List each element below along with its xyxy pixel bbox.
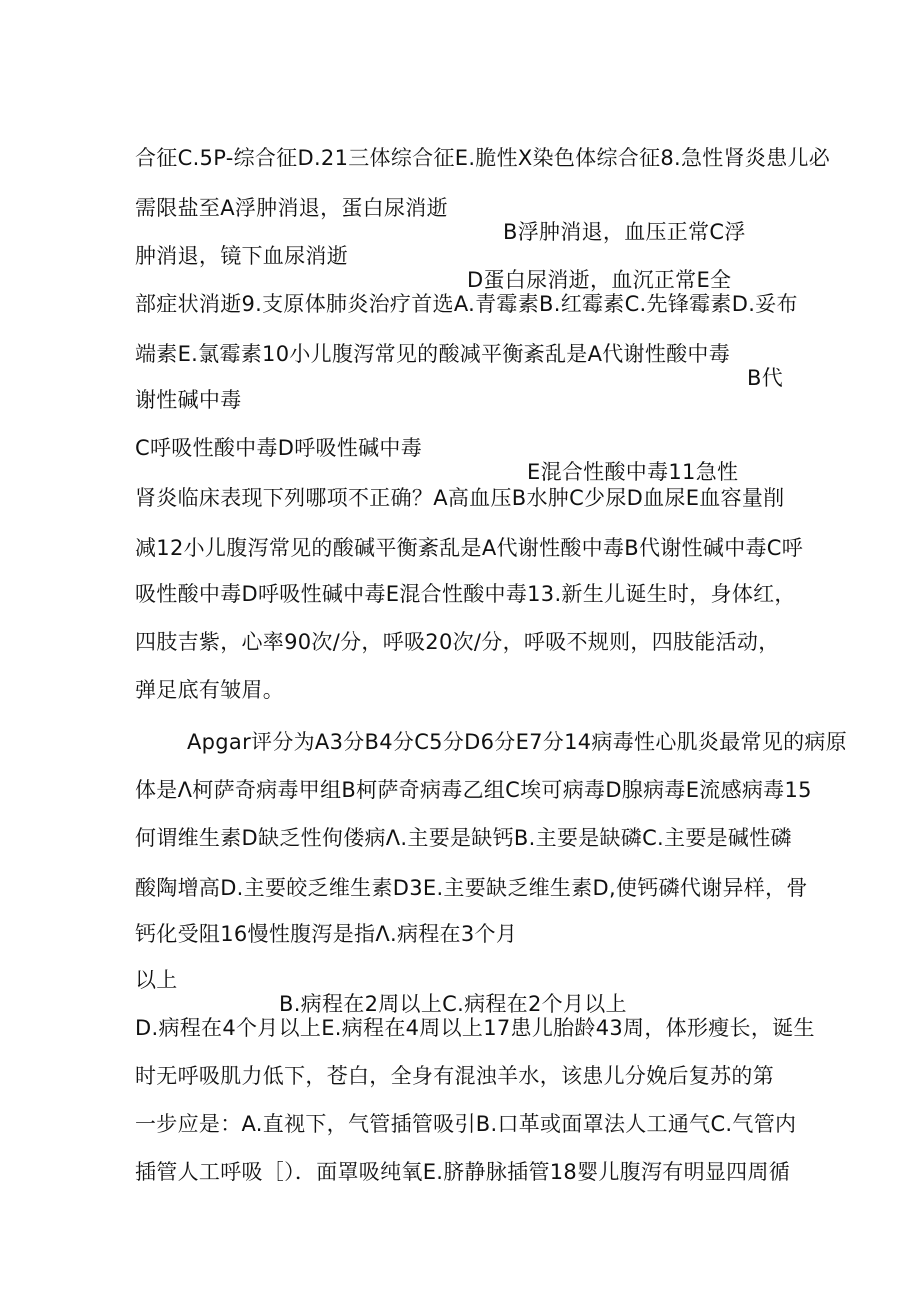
text-segment: 钙化受阻16慢性腹泻是指Λ.病程在3个月 [135, 922, 518, 946]
text-segment: 何谓维生素D缺乏性佝偻病Λ.主要是缺钙B.主要是缺磷C.主要是碱性磷 [135, 826, 792, 850]
text-segment: C呼吸性酸中毒D呼吸性碱中毒 [135, 436, 423, 460]
text-segment: 时无呼吸肌力低下，苍白，全身有混浊羊水，该患儿分娩后复苏的第 [135, 1064, 774, 1088]
text-segment: 谢性碱中毒 [135, 388, 242, 412]
text-line [135, 1136, 791, 1208]
text-segment: 弹足底有皱眉。 [135, 678, 285, 702]
text-segment: D蛋白尿消逝，血沉正常E全 [467, 268, 732, 292]
text-segment: 肾炎临床表现下列哪项不正确？A高血压B水肿C少尿D血尿E血容量削 [135, 486, 785, 510]
text-segment: D.病程在4个月以上E.病程在4周以上17患儿胎龄43周，体形瘦长，诞生 [135, 1016, 815, 1040]
text-segment: 端素E.氯霉素10小儿腹泻常见的酸减平衡紊乱是A代谢性酸中毒 [135, 342, 731, 366]
text-segment: B代 [747, 366, 784, 390]
text-segment: 以上 [135, 968, 178, 992]
text-segment: 吸性酸中毒D呼吸性碱中毒E混合性酸中毒13.新生儿诞生时，身体红， [135, 582, 796, 606]
text-segment: 插管人工呼吸［）．面罩吸纯氧E.脐静脉插管18婴儿腹泻有明显四周循 [135, 1160, 791, 1184]
text-segment: 肿消退，镜下血尿消逝 [135, 244, 348, 268]
text-segment: 体是Λ柯萨奇病毒甲组B柯萨奇病毒乙组C埃可病毒D腺病毒E流感病毒15 [135, 778, 812, 802]
text-segment: Apgar评分为A3分B4分C5分D6分E7分14病毒性心肌炎最常见的病原 [187, 730, 848, 754]
text-segment: 需限盐至A浮肿消退，蛋白尿消逝 [135, 196, 448, 220]
text-segment: 酸陶增高D.主要皎乏维生素D3E.主要缺乏维生素D,使钙磷代谢异样，骨 [135, 876, 808, 900]
text-segment: 四肢吉紫，心率90次/分，呼吸20次/分，呼吸不规则，四肢能活动， [135, 630, 780, 654]
text-segment: B浮肿消退，血压正常C浮 [503, 220, 746, 244]
text-segment: 合征C.5P-综合征D.21三体综合征E.脆性X染色体综合征8.急性肾炎患儿必 [135, 146, 831, 170]
text-segment: E混合性酸中毒11急性 [527, 460, 739, 484]
text-segment: 部症状消逝9.支原体肺炎治疗首选A.青霉素B.红霉素C.先锋霉素D.妥布 [135, 292, 798, 316]
text-segment: 减12小儿腹泻常见的酸碱平衡紊乱是A代谢性酸中毒B代谢性碱中毒C呼 [135, 536, 804, 560]
text-segment: 一步应是：A.直视下，气管插管吸引B.口革或面罩法人工通气C.气管内 [135, 1112, 797, 1136]
text-segment: B.病程在2周以上C.病程在2个月以上 [279, 992, 627, 1016]
